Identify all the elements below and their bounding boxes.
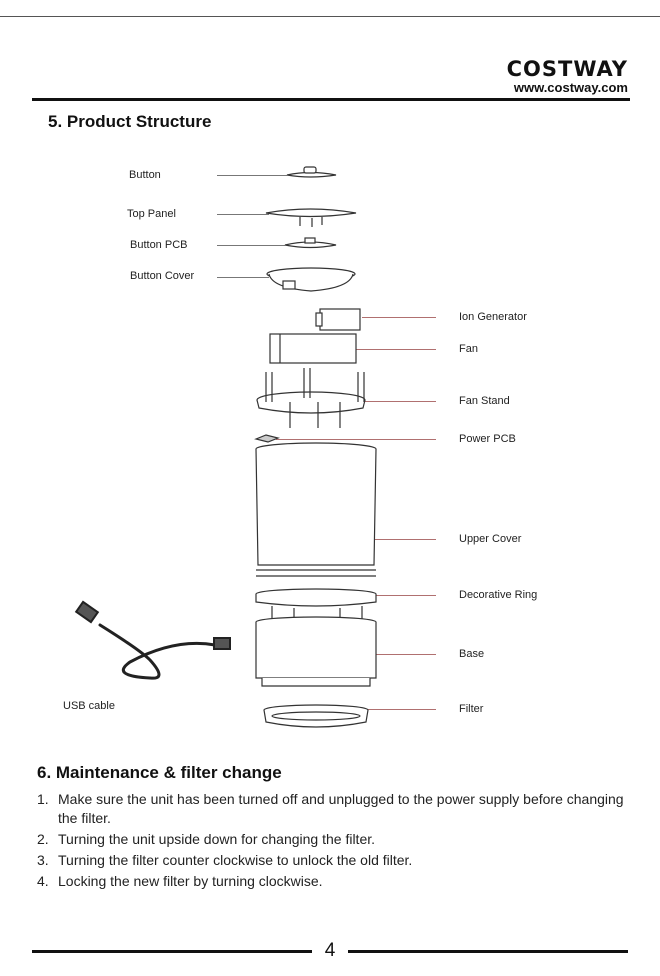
- part-fan-stand: [257, 368, 365, 428]
- part-button: [287, 167, 336, 177]
- label-usb-cable: USB cable: [63, 700, 115, 712]
- label-button-cover: Button Cover: [130, 270, 195, 282]
- part-usb-cable: [76, 602, 230, 678]
- list-item: [37, 790, 627, 828]
- label-upper-cover: Upper Cover: [459, 533, 522, 545]
- part-ion-generator: [316, 309, 360, 330]
- list-item: [37, 872, 627, 891]
- brand-logo: COSTWAY: [506, 57, 628, 81]
- parts-drawing: [0, 150, 660, 750]
- brand-url: www.costway.com: [513, 80, 628, 95]
- label-button-pcb: Button PCB: [130, 239, 188, 251]
- top-rule: [0, 16, 660, 17]
- exploded-diagram: [0, 150, 660, 750]
- label-top-panel: Top Panel: [127, 208, 176, 220]
- part-power-pcb: [256, 435, 278, 442]
- page-number: 4: [324, 940, 336, 961]
- brand-block: [507, 58, 628, 96]
- part-base: [256, 617, 376, 686]
- part-top-panel: [266, 209, 356, 227]
- label-fan-stand: Fan Stand: [459, 395, 510, 407]
- step-text: Turning the unit upside down for changing the filter.: [58, 831, 376, 847]
- part-button-pcb: [285, 238, 336, 248]
- maintenance-steps: [37, 790, 627, 893]
- label-decorative-ring: Decorative Ring: [459, 589, 538, 601]
- footer-rule-right: [348, 950, 628, 953]
- step-number: 1.: [37, 791, 49, 807]
- footer-rule-left: [32, 950, 312, 953]
- label-power-pcb: Power PCB: [459, 433, 516, 445]
- step-text: Locking the new filter by turning clockwise.: [58, 873, 323, 889]
- part-upper-cover: [256, 443, 376, 576]
- list-item: [37, 830, 627, 849]
- part-filter: [264, 705, 368, 727]
- step-number: 4.: [37, 873, 49, 889]
- label-button: Button: [129, 169, 161, 181]
- step-number: 2.: [37, 831, 49, 847]
- label-filter: Filter: [459, 703, 484, 715]
- step-text: Make sure the unit has been turned off and unplugged to the power supply before changing the filter.: [58, 791, 624, 826]
- label-ion-generator: Ion Generator: [459, 311, 527, 323]
- step-number: 3.: [37, 852, 49, 868]
- section-title-maintenance: 6. Maintenance & filter change: [37, 763, 282, 782]
- list-item: [37, 851, 627, 870]
- section-title-product-structure: 5. Product Structure: [48, 112, 212, 131]
- label-base: Base: [459, 648, 485, 660]
- part-fan: [270, 334, 356, 363]
- part-button-cover: [267, 268, 355, 291]
- part-decorative-ring: [256, 589, 376, 620]
- header-rule: [32, 98, 630, 101]
- label-fan: Fan: [459, 343, 478, 355]
- step-text: Turning the filter counter clockwise to unlock the old filter.: [58, 852, 413, 868]
